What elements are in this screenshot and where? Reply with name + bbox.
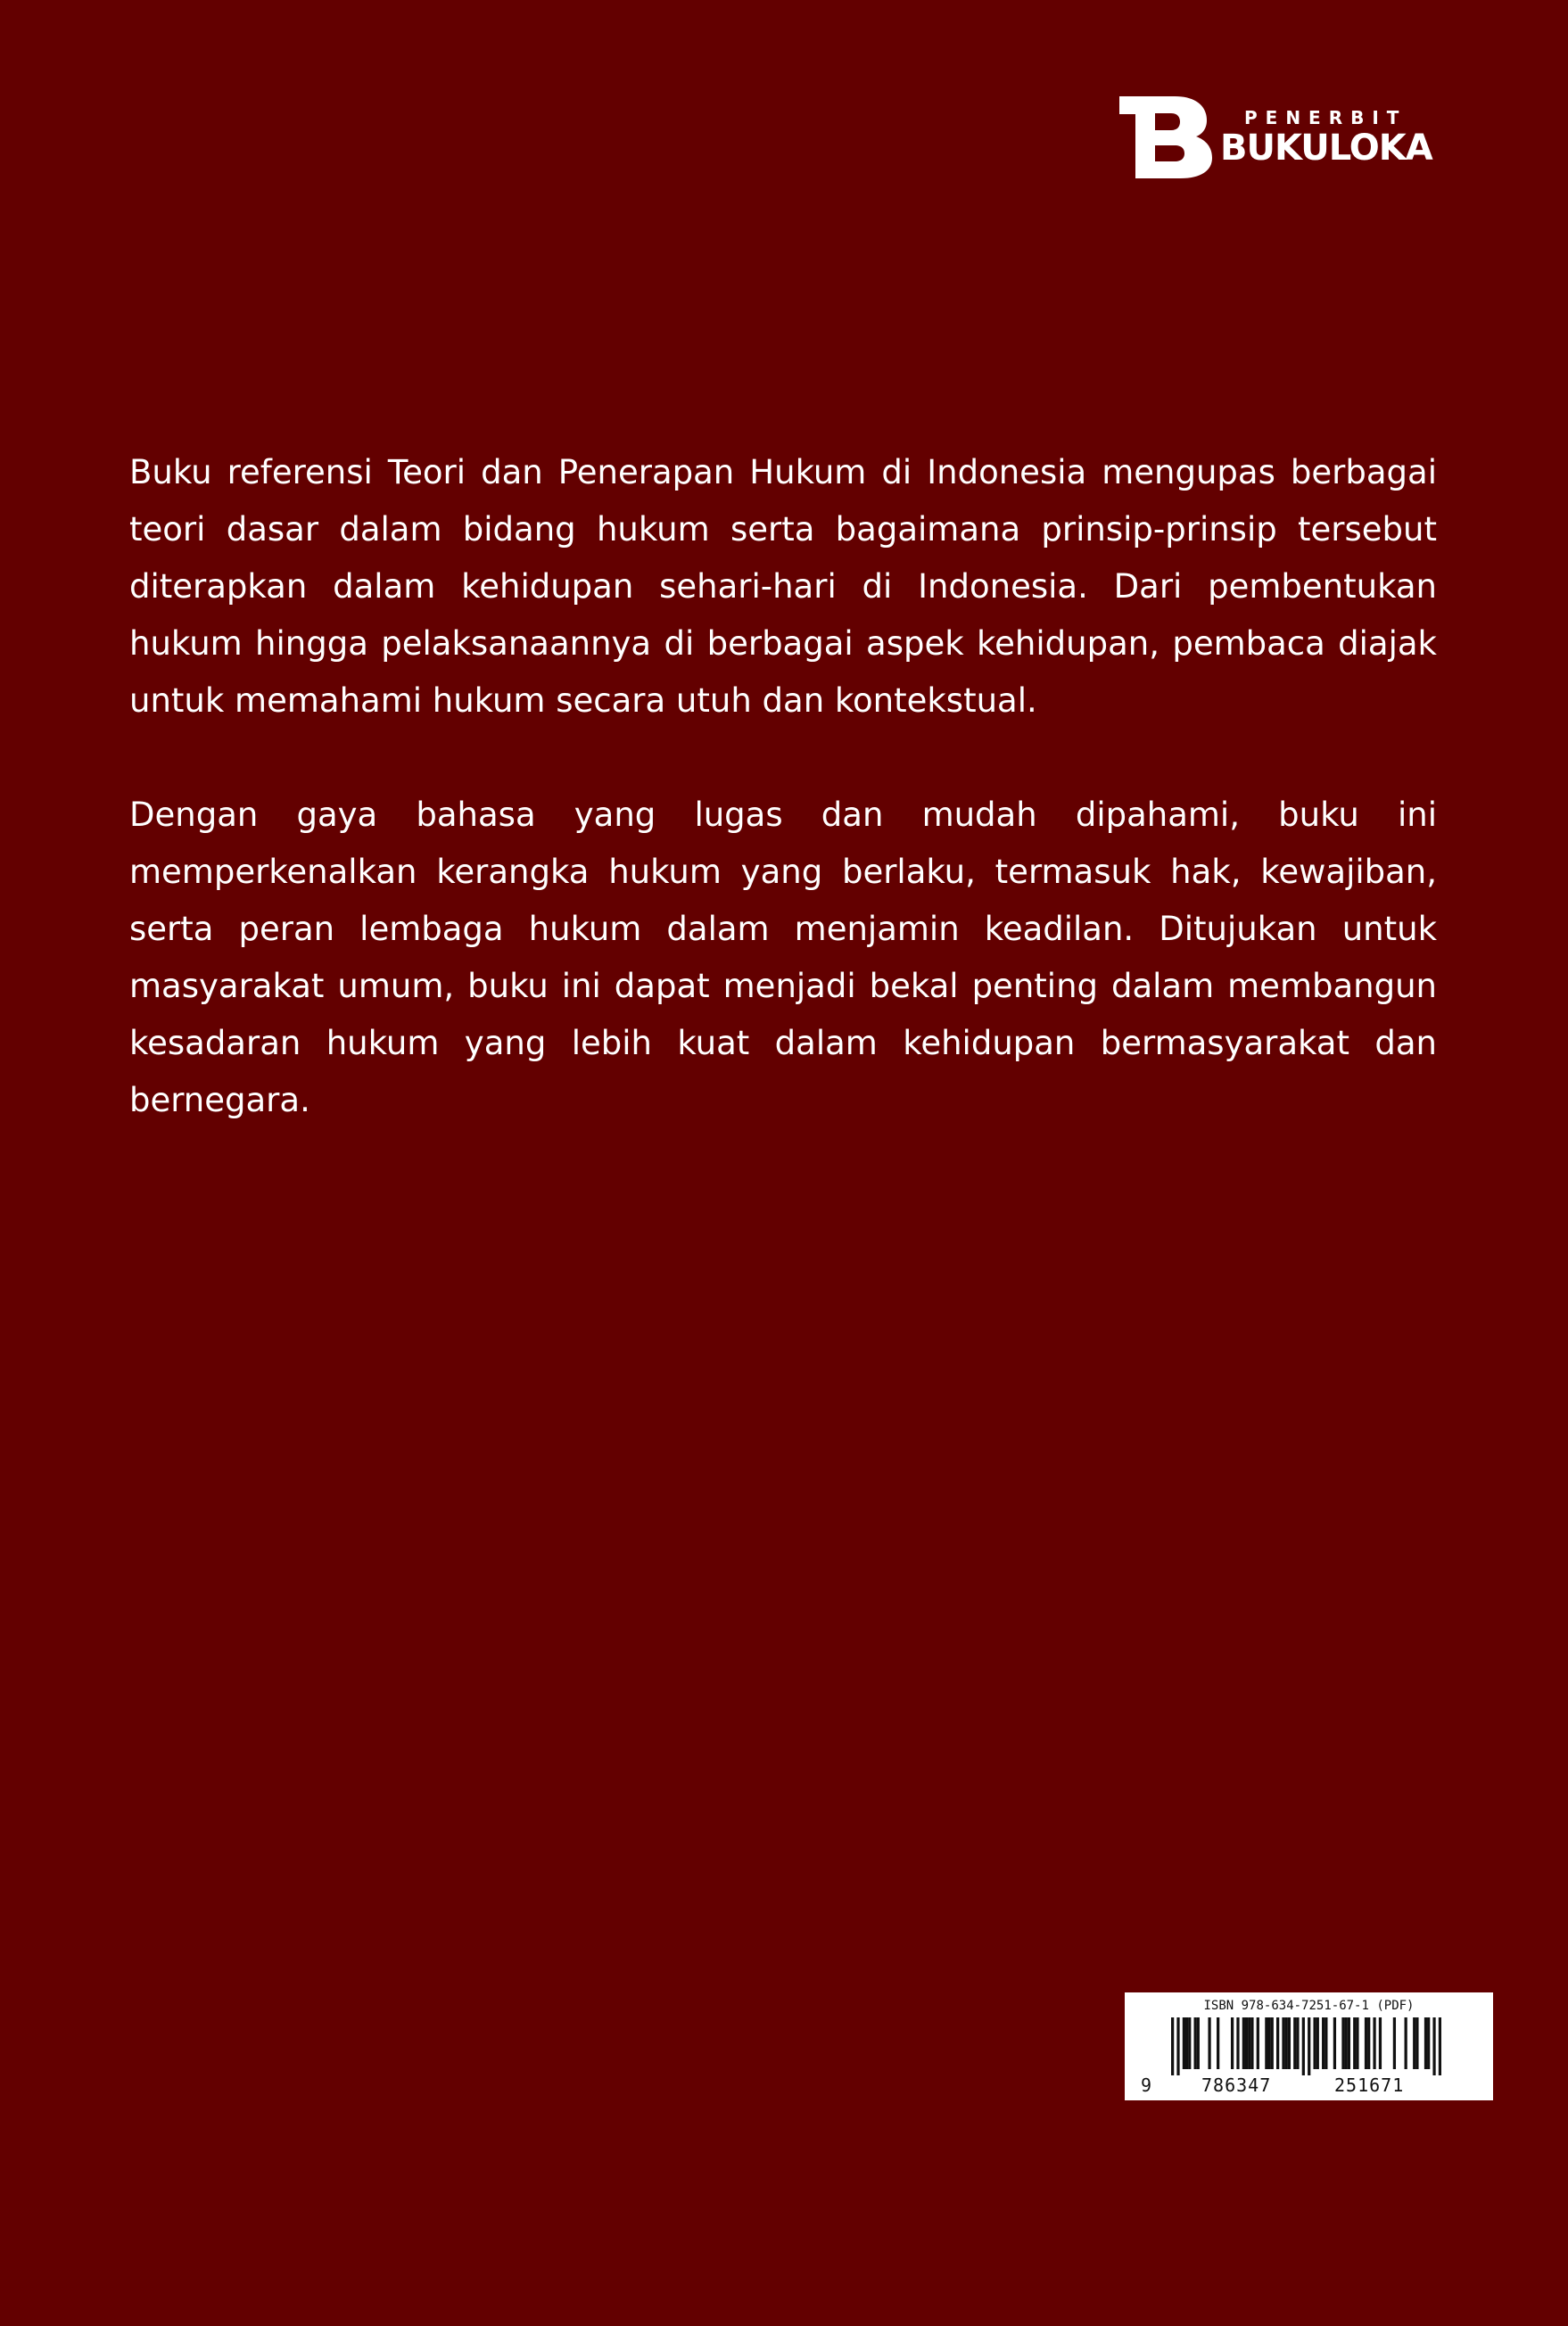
barcode-bar: [1313, 2017, 1316, 2069]
barcode-bar: [1325, 2017, 1327, 2069]
barcode-bar: [1293, 2017, 1296, 2069]
barcode-bar: [1427, 2017, 1430, 2069]
barcode-right-group: 251671: [1334, 2074, 1405, 2096]
barcode-bar: [1439, 2017, 1441, 2075]
barcode-bar: [1348, 2017, 1350, 2069]
barcode-bar: [1288, 2017, 1291, 2069]
barcode-bar: [1413, 2017, 1415, 2069]
barcode-bar: [1271, 2017, 1274, 2069]
barcode-bar: [1432, 2017, 1435, 2075]
barcode-bar: [1405, 2017, 1407, 2069]
barcode-bar: [1353, 2017, 1356, 2069]
barcode-bar: [1197, 2017, 1200, 2069]
isbn-barcode: [1125, 1992, 1493, 2100]
barcode-bar: [1322, 2017, 1325, 2069]
publisher-logo: [1119, 96, 1440, 178]
barcode-bar: [1365, 2017, 1367, 2069]
barcode-bar: [1188, 2017, 1191, 2069]
blurb-paragraph-1: Buku referensi Teori dan Penerapan Hukum di Indonesia mengupas berbagai teori dasar dalam bidang hukum serta bagaimana prinsip-prinsip tersebut diterapkan dalam kehidupan sehari-hari di Indonesia. Dari pembentukan hukum hingga pelaksanaannya di berbagai aspek kehidupan, pembaca diajak untuk memahami hukum secara utuh dan kontekstual.: [129, 453, 1437, 720]
barcode-bar: [1176, 2017, 1179, 2075]
barcode-bar: [1373, 2017, 1375, 2069]
publisher-kicker: PENERBIT: [1244, 107, 1407, 128]
barcode-bar: [1242, 2017, 1245, 2069]
barcode-bar: [1208, 2017, 1210, 2069]
barcode-bar: [1302, 2017, 1305, 2075]
barcode-bar: [1415, 2017, 1418, 2069]
barcode-bar: [1257, 2017, 1259, 2069]
barcode-bar: [1424, 2017, 1427, 2069]
barcode-bar: [1356, 2017, 1358, 2069]
ean13-barcode-icon: [1171, 2017, 1441, 2075]
publisher-name: BUKULOKA: [1220, 128, 1432, 169]
barcode-bar: [1236, 2017, 1239, 2069]
barcode-bar: [1231, 2017, 1234, 2069]
barcode-bar: [1333, 2017, 1336, 2069]
barcode-bar: [1245, 2017, 1248, 2069]
barcode-bar: [1345, 2017, 1348, 2069]
barcode-bar: [1171, 2017, 1174, 2075]
barcode-lead-digit: 9: [1141, 2074, 1152, 2096]
barcode-bar: [1248, 2017, 1250, 2069]
blurb-paragraph-2: Dengan gaya bahasa yang lugas dan mudah dipahami, buku ini memperkenalkan kerangka hukum yang berlaku, termasuk hak, kewajiban, serta peran lembaga hukum dalam menjamin keadilan. Ditujukan untuk masyarakat umum, buku ini dapat menjadi bekal penting dalam membangun kesadaran hukum yang lebih kuat dalam kehidupan bermasyarakat dan bernegara.: [129, 796, 1437, 1119]
barcode-bar: [1250, 2017, 1253, 2069]
barcode-bar: [1316, 2017, 1319, 2069]
isbn-number: ISBN 978-634-7251-67-1 (PDF): [1203, 1999, 1415, 2013]
barcode-bar: [1183, 2017, 1185, 2069]
barcode-bar: [1265, 2017, 1267, 2069]
barcode-bar: [1282, 2017, 1284, 2069]
barcode-bar: [1217, 2017, 1219, 2069]
b-letter-logo-icon: [1119, 96, 1213, 178]
barcode-bar: [1285, 2017, 1288, 2069]
barcode-bar: [1267, 2017, 1270, 2069]
barcode-bar: [1276, 2017, 1279, 2069]
barcode-bar: [1194, 2017, 1197, 2069]
back-cover-blurb: [129, 444, 1437, 1186]
barcode-bar: [1341, 2017, 1344, 2069]
barcode-bar: [1379, 2017, 1382, 2069]
barcode-bar: [1393, 2017, 1396, 2069]
barcode-bar: [1367, 2017, 1370, 2069]
barcode-bar: [1296, 2017, 1299, 2069]
barcode-bar: [1308, 2017, 1310, 2075]
barcode-bar: [1185, 2017, 1188, 2069]
barcode-digits: [1125, 2074, 1493, 2096]
barcode-left-group: 786347: [1201, 2074, 1272, 2096]
